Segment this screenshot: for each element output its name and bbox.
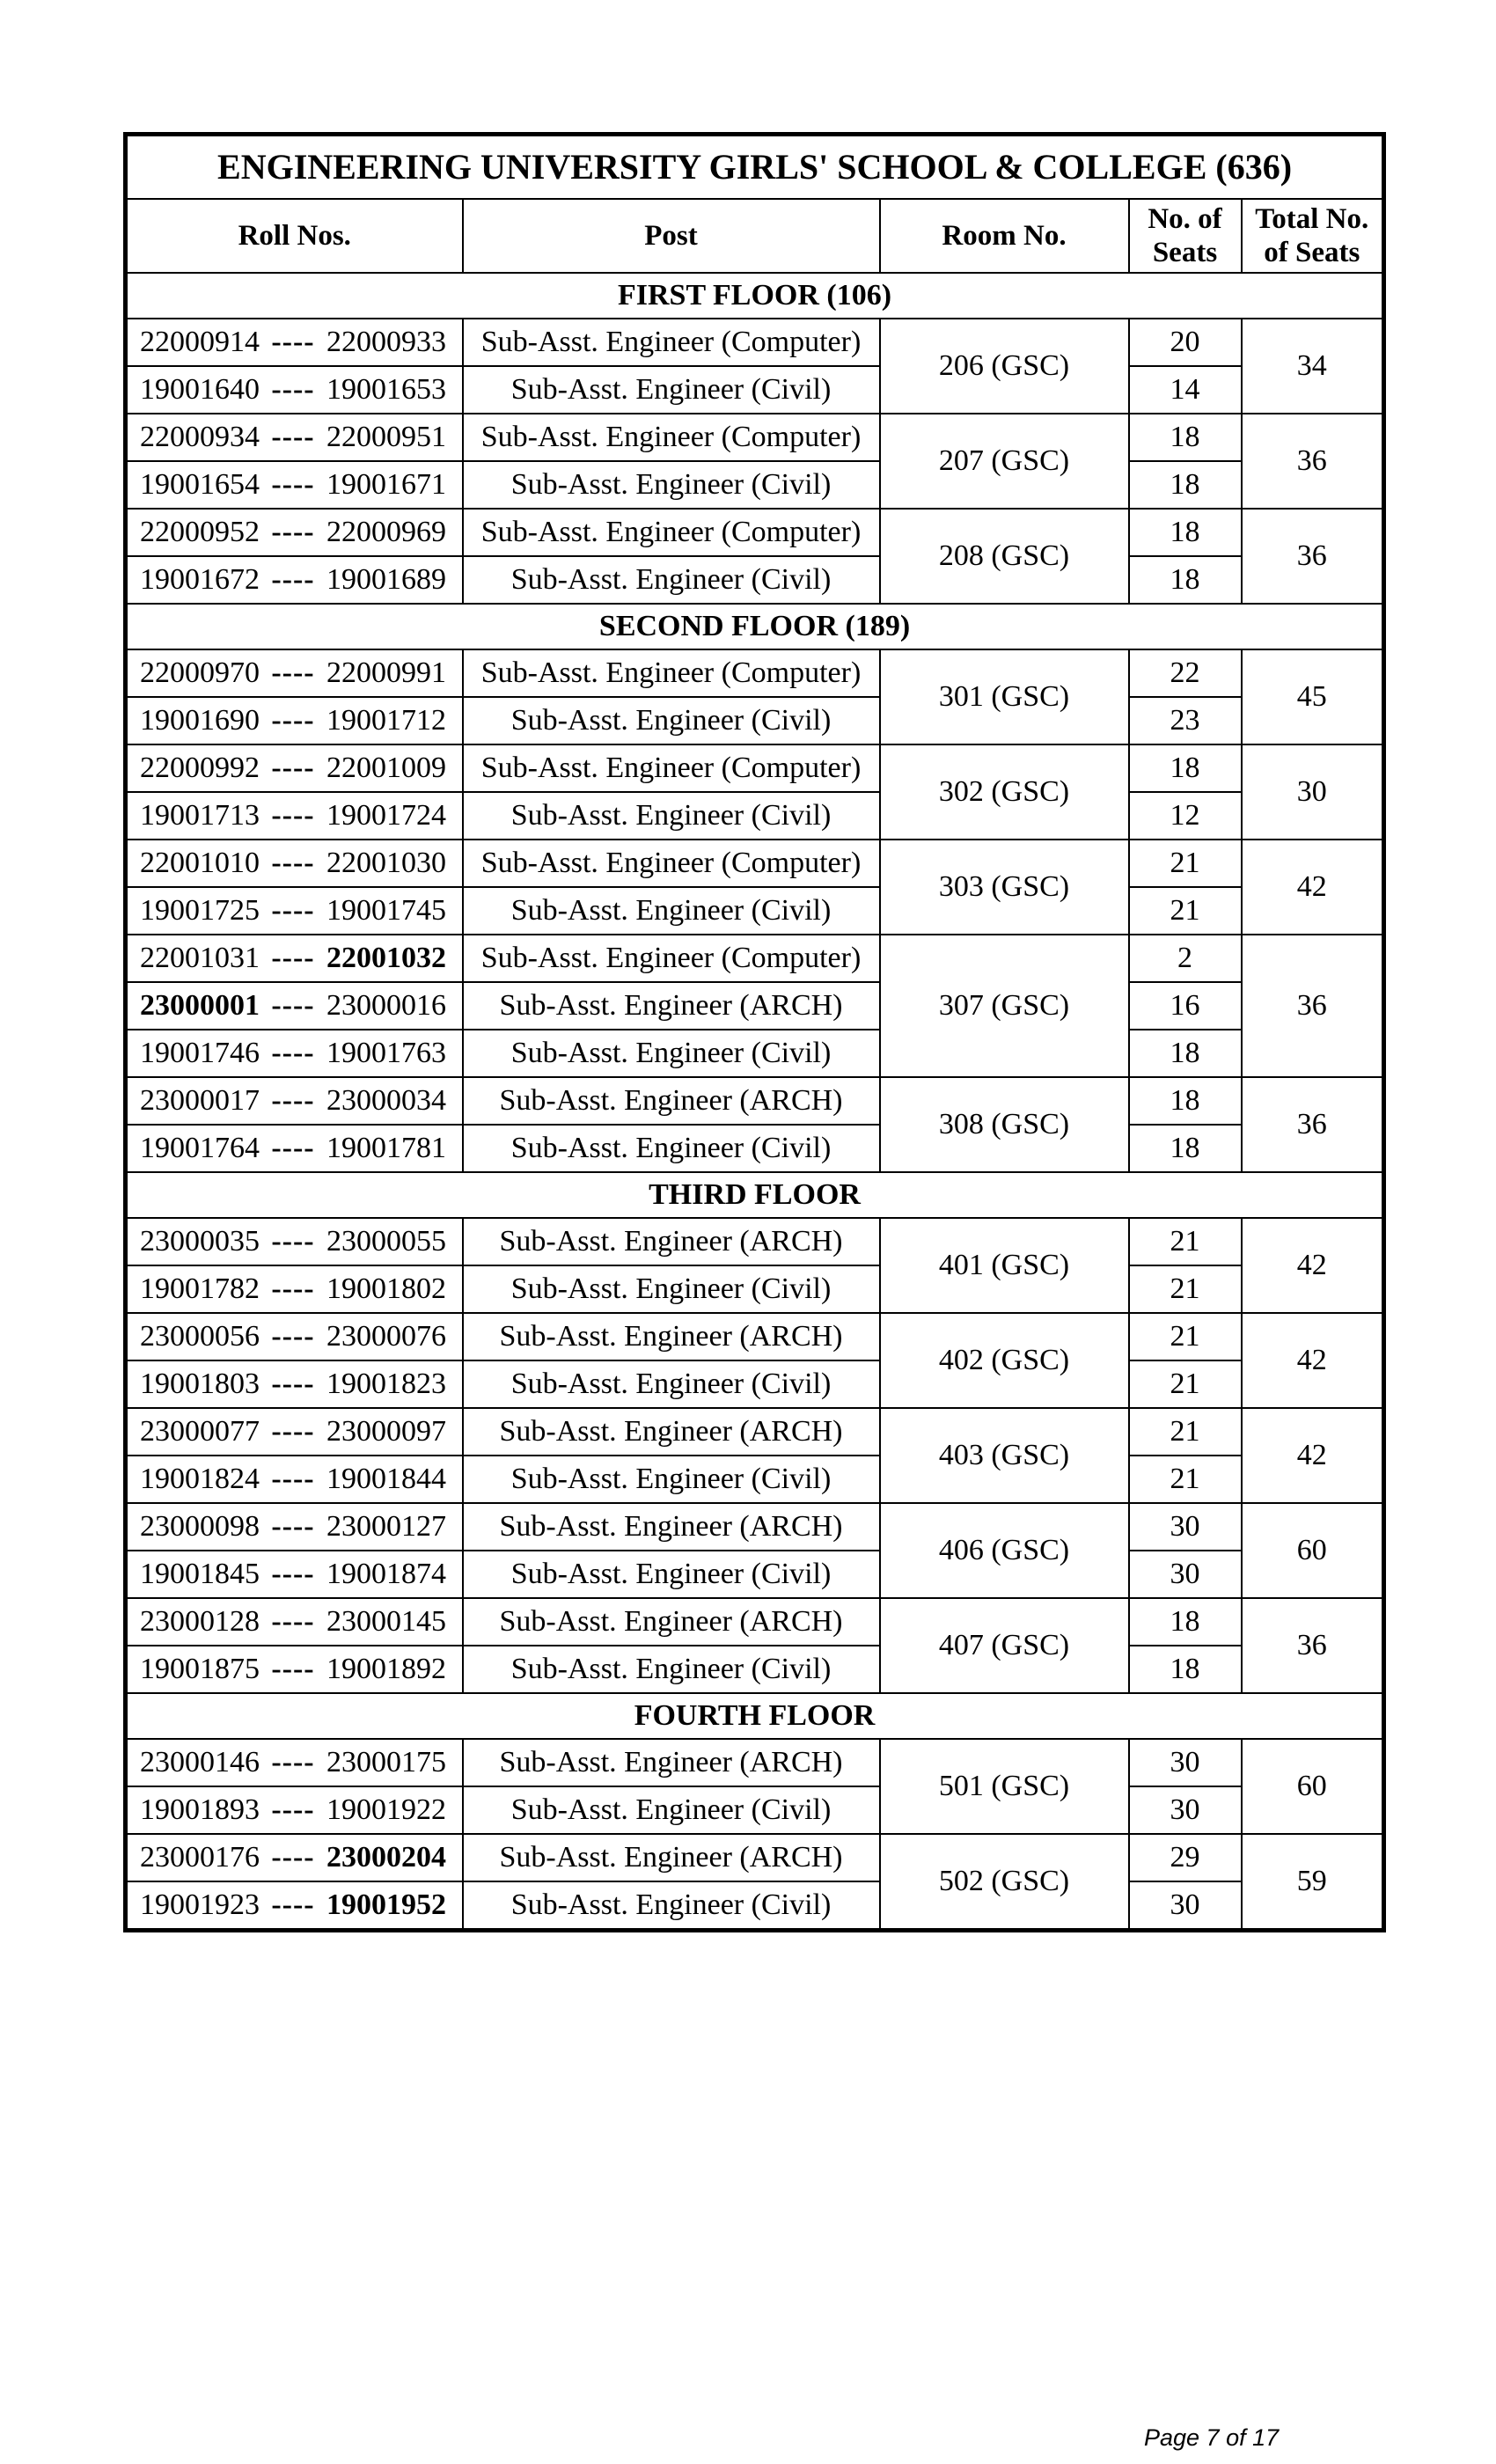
header-no-of-seats-line2: Seats (1152, 237, 1218, 268)
roll-range-cell (126, 366, 463, 414)
header-row (126, 199, 1384, 273)
seats-cell: 18 (1129, 1077, 1242, 1125)
roll-to: 19001802 (326, 1272, 446, 1305)
header-post: Post (463, 199, 880, 273)
table-row (126, 319, 1384, 366)
roll-separator: ---- (271, 1888, 315, 1921)
seats-cell: 21 (1129, 1218, 1242, 1265)
room-cell: 501 (GSC) (880, 1739, 1129, 1834)
roll-range-cell (126, 744, 463, 792)
roll-from: 23000128 (140, 1605, 260, 1638)
roll-to: 19001781 (326, 1132, 446, 1164)
table-row (126, 1030, 1384, 1077)
seats-cell: 21 (1129, 1456, 1242, 1503)
roll-from: 19001893 (140, 1793, 260, 1826)
roll-from: 23000146 (140, 1746, 260, 1778)
table-row (126, 1551, 1384, 1598)
room-cell: 402 (GSC) (880, 1313, 1129, 1408)
table-row (126, 1125, 1384, 1172)
total-seats-cell: 60 (1242, 1739, 1384, 1834)
roll-from: 19001875 (140, 1653, 260, 1685)
post-cell: Sub-Asst. Engineer (Civil) (463, 792, 880, 840)
roll-to: 19001922 (326, 1793, 446, 1826)
roll-from: 23000098 (140, 1510, 260, 1543)
seats-cell: 30 (1129, 1739, 1242, 1786)
total-seats-cell: 60 (1242, 1503, 1384, 1598)
post-cell: Sub-Asst. Engineer (Civil) (463, 366, 880, 414)
table-row (126, 840, 1384, 887)
roll-from: 19001764 (140, 1132, 260, 1164)
roll-from: 19001782 (140, 1272, 260, 1305)
table-row (126, 935, 1384, 982)
roll-separator: ---- (271, 563, 315, 596)
seats-cell: 18 (1129, 744, 1242, 792)
roll-to: 23000016 (326, 989, 446, 1022)
roll-from: 22000970 (140, 656, 260, 689)
roll-range-cell (126, 840, 463, 887)
post-cell: Sub-Asst. Engineer (Civil) (463, 1030, 880, 1077)
roll-from: 22000934 (140, 421, 260, 453)
table-row (126, 887, 1384, 935)
roll-from: 19001713 (140, 799, 260, 832)
seats-cell: 18 (1129, 509, 1242, 556)
table-row (126, 1456, 1384, 1503)
post-cell: Sub-Asst. Engineer (Civil) (463, 1360, 880, 1408)
roll-range-cell (126, 982, 463, 1030)
roll-from: 22000914 (140, 326, 260, 358)
floor-row (126, 1172, 1384, 1218)
seats-cell: 2 (1129, 935, 1242, 982)
floor-heading: THIRD FLOOR (126, 1172, 1384, 1218)
roll-from: 23000056 (140, 1320, 260, 1353)
roll-range-cell (126, 792, 463, 840)
roll-separator: ---- (271, 1272, 315, 1305)
roll-to: 23000034 (326, 1084, 446, 1117)
title-row (126, 135, 1384, 200)
room-cell: 303 (GSC) (880, 840, 1129, 935)
total-seats-cell: 59 (1242, 1834, 1384, 1931)
roll-separator: ---- (271, 1225, 315, 1258)
table-row (126, 366, 1384, 414)
roll-to: 19001763 (326, 1037, 446, 1069)
roll-separator: ---- (271, 894, 315, 927)
roll-separator: ---- (271, 1793, 315, 1826)
roll-range-cell (126, 1408, 463, 1456)
roll-range-cell (126, 1551, 463, 1598)
table-row (126, 1077, 1384, 1125)
seat-plan-table (123, 132, 1386, 1932)
roll-to: 19001724 (326, 799, 446, 832)
roll-to: 22000969 (326, 516, 446, 548)
total-seats-cell: 42 (1242, 840, 1384, 935)
seats-cell: 18 (1129, 414, 1242, 461)
roll-separator: ---- (271, 656, 315, 689)
roll-to: 22000933 (326, 326, 446, 358)
seats-cell: 18 (1129, 1646, 1242, 1693)
seats-cell: 21 (1129, 840, 1242, 887)
roll-to: 19001671 (326, 468, 446, 501)
roll-separator: ---- (271, 1558, 315, 1590)
floor-row (126, 604, 1384, 649)
floor-heading: SECOND FLOOR (189) (126, 604, 1384, 649)
roll-range-cell (126, 1598, 463, 1646)
roll-range-cell (126, 1030, 463, 1077)
table-row (126, 1881, 1384, 1931)
roll-separator: ---- (271, 1841, 315, 1874)
roll-separator: ---- (271, 421, 315, 453)
roll-from: 22001031 (140, 942, 260, 974)
roll-from: 19001690 (140, 704, 260, 737)
roll-to: 23000055 (326, 1225, 446, 1258)
post-cell: Sub-Asst. Engineer (Civil) (463, 1456, 880, 1503)
table-row (126, 1503, 1384, 1551)
roll-to: 19001952 (326, 1888, 446, 1921)
roll-range-cell (126, 1218, 463, 1265)
roll-to: 22001009 (326, 752, 446, 784)
roll-from: 22000952 (140, 516, 260, 548)
floor-row (126, 1693, 1384, 1739)
roll-separator: ---- (271, 942, 315, 974)
room-cell: 207 (GSC) (880, 414, 1129, 509)
post-cell: Sub-Asst. Engineer (Civil) (463, 697, 880, 744)
roll-to: 22000991 (326, 656, 446, 689)
floor-heading: FIRST FLOOR (106) (126, 273, 1384, 319)
roll-to: 19001689 (326, 563, 446, 596)
table-row (126, 697, 1384, 744)
post-cell: Sub-Asst. Engineer (ARCH) (463, 1739, 880, 1786)
roll-from: 23000077 (140, 1415, 260, 1448)
room-cell: 403 (GSC) (880, 1408, 1129, 1503)
post-cell: Sub-Asst. Engineer (Civil) (463, 1551, 880, 1598)
table-row (126, 1598, 1384, 1646)
roll-to: 23000097 (326, 1415, 446, 1448)
post-cell: Sub-Asst. Engineer (Computer) (463, 649, 880, 697)
roll-from: 23000017 (140, 1084, 260, 1117)
post-cell: Sub-Asst. Engineer (ARCH) (463, 1077, 880, 1125)
table-row (126, 1739, 1384, 1786)
roll-to: 19001712 (326, 704, 446, 737)
table-row (126, 556, 1384, 604)
seats-cell: 21 (1129, 1313, 1242, 1360)
post-cell: Sub-Asst. Engineer (ARCH) (463, 1598, 880, 1646)
roll-to: 23000127 (326, 1510, 446, 1543)
roll-separator: ---- (271, 1037, 315, 1069)
roll-from: 23000035 (140, 1225, 260, 1258)
table-row (126, 1218, 1384, 1265)
roll-range-cell (126, 1881, 463, 1931)
post-cell: Sub-Asst. Engineer (ARCH) (463, 982, 880, 1030)
table-row (126, 1408, 1384, 1456)
post-cell: Sub-Asst. Engineer (Civil) (463, 1265, 880, 1313)
roll-range-cell (126, 1313, 463, 1360)
roll-to: 23000076 (326, 1320, 446, 1353)
roll-separator: ---- (271, 847, 315, 879)
roll-range-cell (126, 697, 463, 744)
roll-range-cell (126, 1834, 463, 1881)
roll-range-cell (126, 509, 463, 556)
seats-cell: 16 (1129, 982, 1242, 1030)
roll-separator: ---- (271, 704, 315, 737)
post-cell: Sub-Asst. Engineer (Computer) (463, 414, 880, 461)
total-seats-cell: 42 (1242, 1313, 1384, 1408)
seats-cell: 22 (1129, 649, 1242, 697)
post-cell: Sub-Asst. Engineer (Computer) (463, 744, 880, 792)
roll-range-cell (126, 1125, 463, 1172)
table-row (126, 1360, 1384, 1408)
roll-from: 19001824 (140, 1463, 260, 1495)
seats-cell: 30 (1129, 1503, 1242, 1551)
table-row (126, 1786, 1384, 1834)
header-total-seats-line1: Total No. (1255, 203, 1369, 235)
roll-separator: ---- (271, 1746, 315, 1778)
post-cell: Sub-Asst. Engineer (Computer) (463, 319, 880, 366)
header-no-of-seats (1129, 199, 1242, 273)
roll-separator: ---- (271, 373, 315, 406)
seats-cell: 23 (1129, 697, 1242, 744)
roll-separator: ---- (271, 326, 315, 358)
roll-separator: ---- (271, 468, 315, 501)
post-cell: Sub-Asst. Engineer (ARCH) (463, 1834, 880, 1881)
table-title: ENGINEERING UNIVERSITY GIRLS' SCHOOL & COLLEGE (636) (126, 135, 1384, 200)
roll-separator: ---- (271, 1605, 315, 1638)
roll-range-cell (126, 1786, 463, 1834)
post-cell: Sub-Asst. Engineer (Computer) (463, 840, 880, 887)
table-row (126, 792, 1384, 840)
post-cell: Sub-Asst. Engineer (Civil) (463, 1881, 880, 1931)
room-cell: 307 (GSC) (880, 935, 1129, 1077)
roll-range-cell (126, 1360, 463, 1408)
roll-range-cell (126, 414, 463, 461)
post-cell: Sub-Asst. Engineer (Civil) (463, 461, 880, 509)
post-cell: Sub-Asst. Engineer (ARCH) (463, 1408, 880, 1456)
post-cell: Sub-Asst. Engineer (Computer) (463, 935, 880, 982)
roll-range-cell (126, 1265, 463, 1313)
floor-row (126, 273, 1384, 319)
post-cell: Sub-Asst. Engineer (Civil) (463, 1786, 880, 1834)
total-seats-cell: 36 (1242, 935, 1384, 1077)
seats-cell: 20 (1129, 319, 1242, 366)
table-row (126, 1313, 1384, 1360)
roll-separator: ---- (271, 516, 315, 548)
roll-separator: ---- (271, 1368, 315, 1400)
roll-to: 19001745 (326, 894, 446, 927)
roll-from: 23000001 (140, 989, 260, 1022)
floor-heading: FOURTH FLOOR (126, 1693, 1384, 1739)
roll-range-cell (126, 1456, 463, 1503)
seats-cell: 12 (1129, 792, 1242, 840)
roll-to: 23000204 (326, 1841, 446, 1874)
table-body (126, 273, 1384, 1931)
roll-from: 19001923 (140, 1888, 260, 1921)
roll-range-cell (126, 1739, 463, 1786)
total-seats-cell: 42 (1242, 1408, 1384, 1503)
roll-from: 22000992 (140, 752, 260, 784)
seats-cell: 21 (1129, 1408, 1242, 1456)
table-row (126, 1834, 1384, 1881)
roll-to: 19001874 (326, 1558, 446, 1590)
roll-to: 23000145 (326, 1605, 446, 1638)
header-room-no: Room No. (880, 199, 1129, 273)
page-number: Page 7 of 17 (1144, 2424, 1280, 2451)
roll-to: 23000175 (326, 1746, 446, 1778)
post-cell: Sub-Asst. Engineer (Civil) (463, 1125, 880, 1172)
table-row (126, 649, 1384, 697)
seats-cell: 18 (1129, 461, 1242, 509)
seats-cell: 14 (1129, 366, 1242, 414)
table-row (126, 414, 1384, 461)
seats-cell: 18 (1129, 556, 1242, 604)
total-seats-cell: 36 (1242, 509, 1384, 604)
room-cell: 401 (GSC) (880, 1218, 1129, 1313)
roll-from: 19001654 (140, 468, 260, 501)
total-seats-cell: 30 (1242, 744, 1384, 840)
room-cell: 406 (GSC) (880, 1503, 1129, 1598)
roll-from: 19001803 (140, 1368, 260, 1400)
room-cell: 502 (GSC) (880, 1834, 1129, 1931)
header-no-of-seats-line1: No. of (1148, 203, 1222, 235)
roll-range-cell (126, 887, 463, 935)
seats-cell: 30 (1129, 1786, 1242, 1834)
roll-range-cell (126, 319, 463, 366)
seats-cell: 30 (1129, 1551, 1242, 1598)
roll-separator: ---- (271, 1415, 315, 1448)
roll-separator: ---- (271, 1653, 315, 1685)
total-seats-cell: 36 (1242, 1077, 1384, 1172)
roll-separator: ---- (271, 989, 315, 1022)
roll-separator: ---- (271, 1463, 315, 1495)
roll-from: 19001845 (140, 1558, 260, 1590)
post-cell: Sub-Asst. Engineer (Civil) (463, 1646, 880, 1693)
roll-from: 23000176 (140, 1841, 260, 1874)
roll-to: 19001823 (326, 1368, 446, 1400)
post-cell: Sub-Asst. Engineer (ARCH) (463, 1313, 880, 1360)
total-seats-cell: 45 (1242, 649, 1384, 744)
post-cell: Sub-Asst. Engineer (Civil) (463, 556, 880, 604)
roll-from: 19001725 (140, 894, 260, 927)
roll-separator: ---- (271, 799, 315, 832)
seats-cell: 18 (1129, 1598, 1242, 1646)
table-row (126, 1265, 1384, 1313)
table-row (126, 982, 1384, 1030)
roll-separator: ---- (271, 1084, 315, 1117)
roll-to: 22001032 (326, 942, 446, 974)
roll-separator: ---- (271, 1320, 315, 1353)
total-seats-cell: 42 (1242, 1218, 1384, 1313)
roll-from: 19001746 (140, 1037, 260, 1069)
seats-cell: 30 (1129, 1881, 1242, 1931)
table-row (126, 744, 1384, 792)
roll-from: 19001640 (140, 373, 260, 406)
post-cell: Sub-Asst. Engineer (Civil) (463, 887, 880, 935)
roll-separator: ---- (271, 1132, 315, 1164)
table-row (126, 461, 1384, 509)
roll-to: 22000951 (326, 421, 446, 453)
room-cell: 308 (GSC) (880, 1077, 1129, 1172)
seats-cell: 21 (1129, 887, 1242, 935)
post-cell: Sub-Asst. Engineer (ARCH) (463, 1218, 880, 1265)
roll-range-cell (126, 1077, 463, 1125)
seats-cell: 21 (1129, 1265, 1242, 1313)
seats-cell: 18 (1129, 1125, 1242, 1172)
roll-from: 19001672 (140, 563, 260, 596)
room-cell: 206 (GSC) (880, 319, 1129, 414)
seats-cell: 21 (1129, 1360, 1242, 1408)
roll-to: 22001030 (326, 847, 446, 879)
header-total-seats (1242, 199, 1384, 273)
roll-range-cell (126, 1503, 463, 1551)
room-cell: 407 (GSC) (880, 1598, 1129, 1693)
header-roll-nos: Roll Nos. (126, 199, 463, 273)
roll-to: 19001844 (326, 1463, 446, 1495)
roll-separator: ---- (271, 752, 315, 784)
room-cell: 301 (GSC) (880, 649, 1129, 744)
roll-range-cell (126, 649, 463, 697)
post-cell: Sub-Asst. Engineer (Computer) (463, 509, 880, 556)
total-seats-cell: 36 (1242, 1598, 1384, 1693)
table-row (126, 509, 1384, 556)
table-row (126, 1646, 1384, 1693)
room-cell: 302 (GSC) (880, 744, 1129, 840)
header-total-seats-line2: of Seats (1264, 237, 1360, 268)
roll-from: 22001010 (140, 847, 260, 879)
room-cell: 208 (GSC) (880, 509, 1129, 604)
post-cell: Sub-Asst. Engineer (ARCH) (463, 1503, 880, 1551)
roll-range-cell (126, 935, 463, 982)
seats-cell: 18 (1129, 1030, 1242, 1077)
roll-to: 19001892 (326, 1653, 446, 1685)
roll-range-cell (126, 556, 463, 604)
roll-to: 19001653 (326, 373, 446, 406)
total-seats-cell: 36 (1242, 414, 1384, 509)
seats-cell: 29 (1129, 1834, 1242, 1881)
roll-range-cell (126, 461, 463, 509)
roll-separator: ---- (271, 1510, 315, 1543)
total-seats-cell: 34 (1242, 319, 1384, 414)
roll-range-cell (126, 1646, 463, 1693)
